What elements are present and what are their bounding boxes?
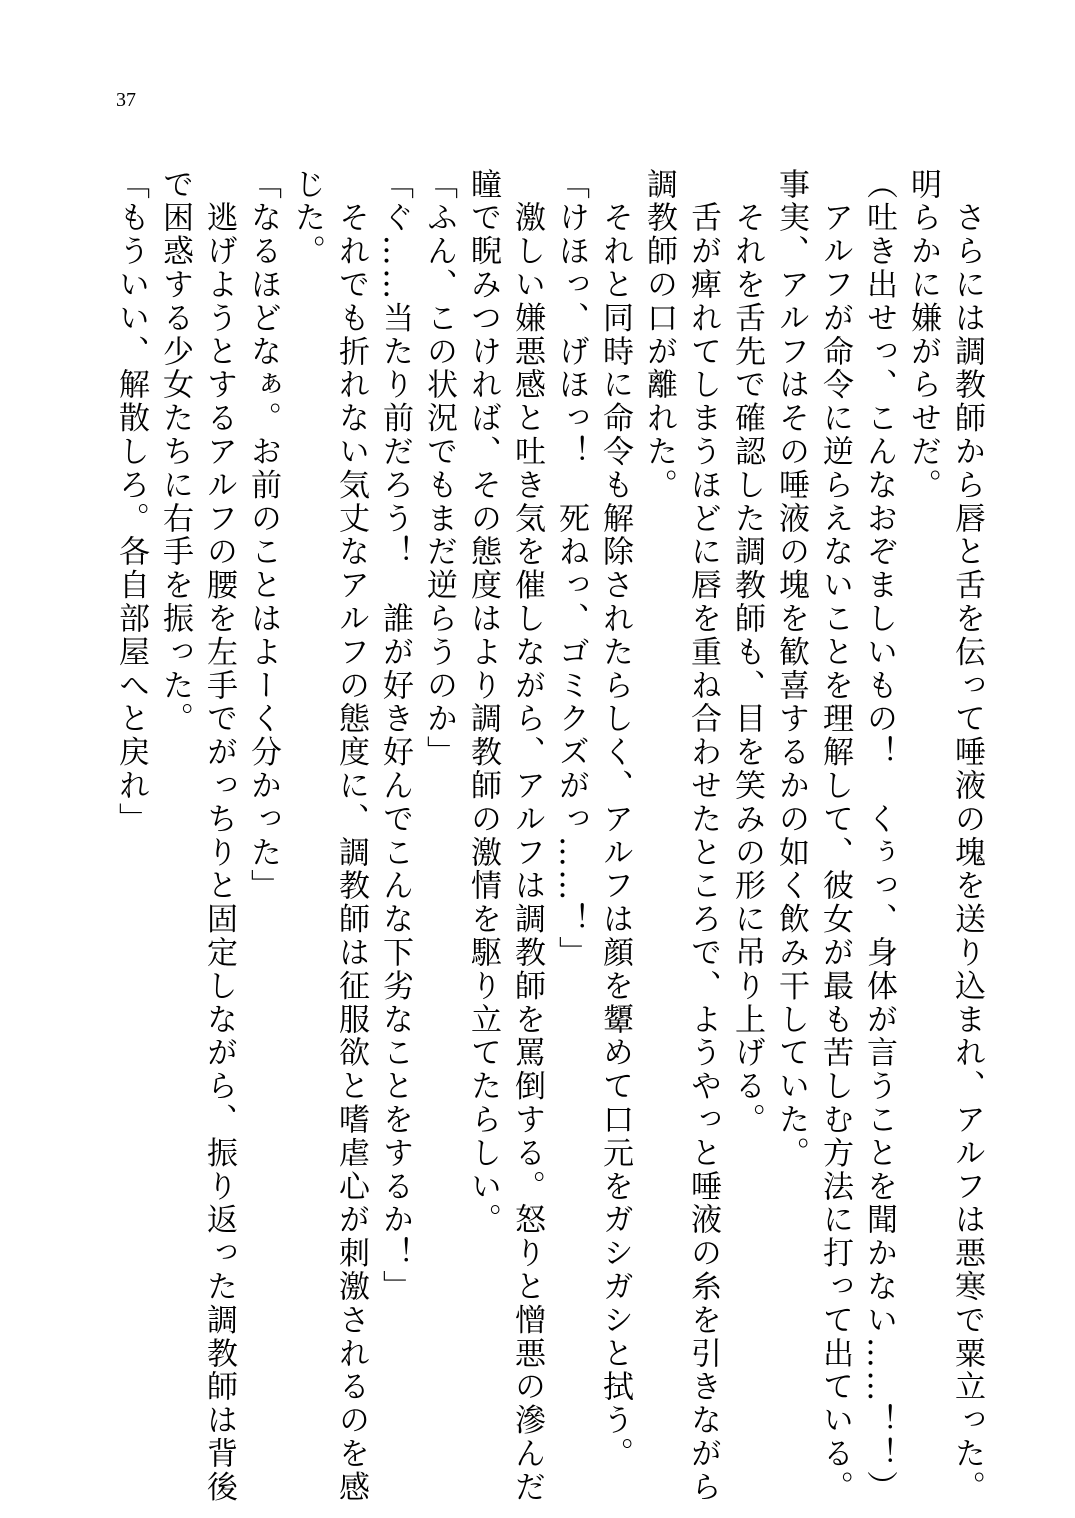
text-line: 舌が痺れてしまうほどに唇を重ね合わせたところで、ようやっと唾液の糸を引きながら — [685, 168, 721, 1504]
text-line: 逃げようとするアルフの腰を左手でがっちりと固定しながら、振り返った調教師は背後 — [201, 168, 237, 1504]
text-line: で困惑する少女たちに右手を振った。 — [157, 168, 193, 736]
text-line: 明らかに嫌がらせだ。 — [905, 168, 941, 502]
text-line: それでも折れない気丈なアルフの態度に、調教師は征服欲と嗜虐心が刺激されるのを感 — [333, 168, 369, 1504]
text-line: 調教師の口が離れた。 — [641, 168, 677, 502]
text-line: じた。 — [289, 168, 325, 269]
text-line: 「もういい、解散しろ。各自部屋へと戻れ」 — [113, 168, 149, 836]
text-line: さらには調教師から唇と舌を伝って唾液の塊を送り込まれ、アルフは悪寒で粟立った。 — [949, 168, 985, 1504]
text-line: アルフが命令に逆らえないことを理解して、彼女が最も苦しむ方法に打って出ている。 — [817, 168, 853, 1504]
text-line: それを舌先で確認した調教師も、目を笑みの形に吊り上げる。 — [729, 168, 765, 1137]
text-line: 事実、アルフはその唾液の塊を歓喜するかの如く飲み干していた。 — [773, 168, 809, 1170]
text-line: 「なるほどなぁ。お前のことはよーく分かった」 — [245, 168, 281, 903]
page-number: 37 — [116, 89, 136, 111]
text-line: （吐き出せっ、こんなおぞましいもの！ くぅっ、身体が言うことを聞かない……！！） — [861, 168, 897, 1504]
text-line: 「ふん、この状況でもまだ逆らうのか」 — [421, 168, 457, 770]
text-line: 「けほっ、げほっ！ 死ねっ、ゴミクズがっ……！」 — [553, 168, 589, 970]
text-line: それと同時に命令も解除されたらしく、アルフは顔を顰めて口元をガシガシと拭う。 — [597, 168, 633, 1471]
text-line: 激しい嫌悪感と吐き気を催しながら、アルフは調教師を罵倒する。怒りと憎悪の滲んだ — [509, 168, 545, 1504]
text-line: 瞳で睨みつければ、その態度はより調教師の激情を駆り立てたらしい。 — [465, 168, 501, 1237]
text-line: 「ぐ……当たり前だろう！ 誰が好き好んでこんな下劣なことをするか！」 — [377, 168, 413, 1304]
body-text — [113, 168, 989, 1504]
